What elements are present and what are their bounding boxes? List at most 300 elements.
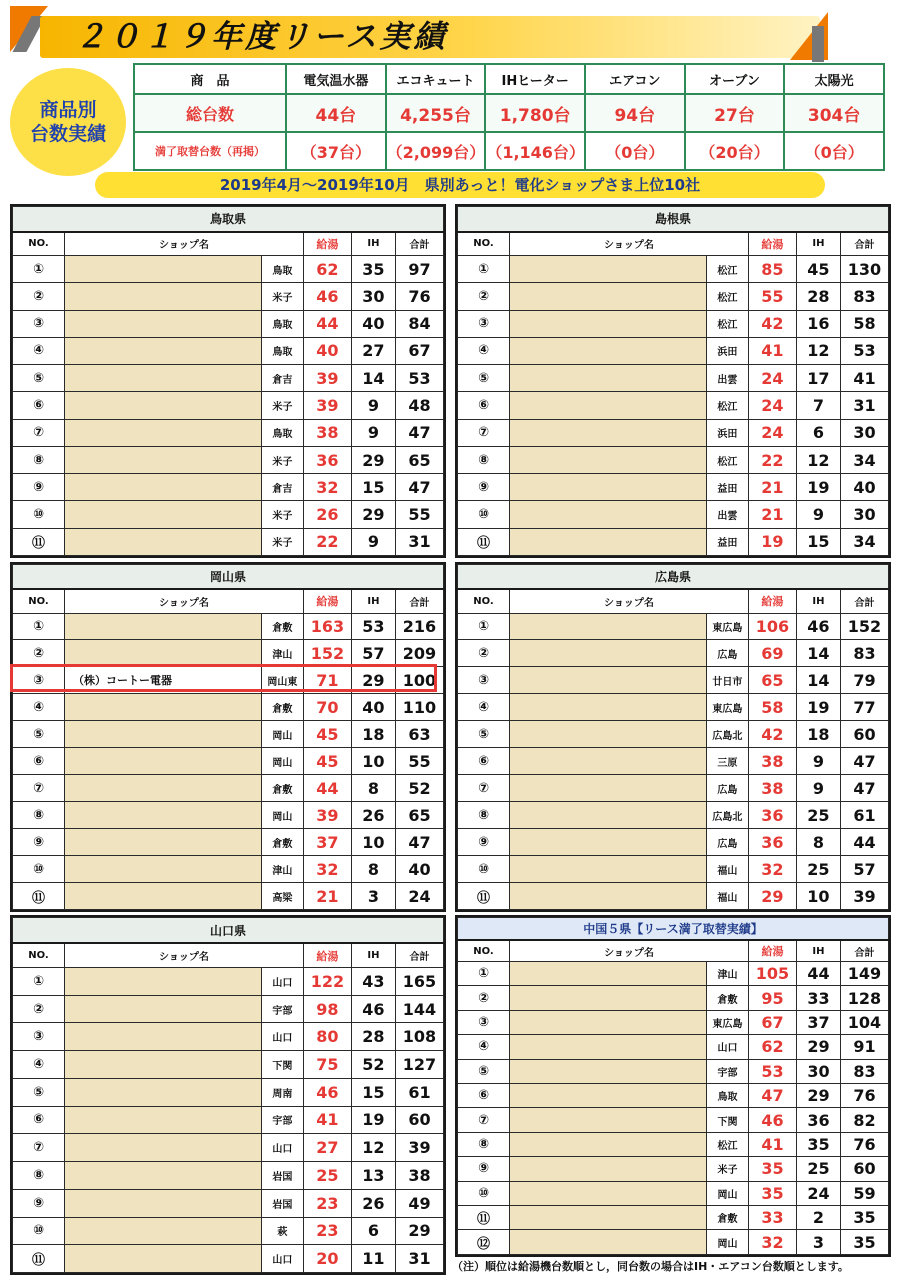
shop-area: 鳥取 xyxy=(261,256,303,283)
shop-name xyxy=(510,1181,707,1205)
rank-number: ① xyxy=(13,613,65,640)
total-count: 29 xyxy=(395,1217,443,1245)
product-name: IHヒーター xyxy=(485,64,585,94)
table-row xyxy=(458,1059,889,1083)
shop-name xyxy=(510,1157,707,1181)
table-row xyxy=(13,419,444,446)
table-row xyxy=(458,392,889,419)
kyuto-count: 46 xyxy=(303,1078,351,1106)
shop-name xyxy=(510,501,707,528)
kyuto-count: 40 xyxy=(303,337,351,364)
shop-area: 宇部 xyxy=(706,1059,748,1083)
shop-area: 鳥取 xyxy=(261,310,303,337)
total-count: 97 xyxy=(395,256,443,283)
shop-area: 松江 xyxy=(706,256,748,283)
column-header-ih: IH xyxy=(351,943,395,967)
rank-number: ⑩ xyxy=(13,1217,65,1245)
column-header-ih: IH xyxy=(796,589,840,613)
kyuto-count: 23 xyxy=(303,1217,351,1245)
rank-number: ⑫ xyxy=(458,1230,510,1255)
shop-area: 鳥取 xyxy=(261,337,303,364)
shop-name xyxy=(510,1206,707,1230)
kyuto-count: 22 xyxy=(303,528,351,555)
total-count: 31 xyxy=(395,1245,443,1273)
summary-replace-row xyxy=(134,132,884,170)
total-count: 34 xyxy=(840,528,888,555)
total-count: 47 xyxy=(395,419,443,446)
total-count: 34 xyxy=(840,446,888,473)
shop-name xyxy=(510,283,707,310)
shop-name xyxy=(65,1051,262,1079)
corner-decoration-stripe-right xyxy=(812,26,824,62)
table-row xyxy=(13,883,444,910)
shop-area: 福山 xyxy=(706,856,748,883)
shop-name xyxy=(510,1132,707,1156)
shop-area: 高梁 xyxy=(261,883,303,910)
product-total: 4,255台 xyxy=(386,94,486,132)
shop-name xyxy=(510,474,707,501)
kyuto-count: 20 xyxy=(303,1245,351,1273)
product-replace: （37台） xyxy=(286,132,386,170)
rank-number: ⑦ xyxy=(458,775,510,802)
shop-name xyxy=(510,256,707,283)
badge-line-1: 商品別 xyxy=(39,99,97,121)
table-row xyxy=(13,283,444,310)
shop-name xyxy=(510,310,707,337)
kyuto-count: 36 xyxy=(748,829,796,856)
ih-count: 57 xyxy=(351,640,395,667)
shop-area: 下関 xyxy=(261,1051,303,1079)
column-header-no: NO. xyxy=(13,589,65,613)
shop-area: 周南 xyxy=(261,1078,303,1106)
ih-count: 8 xyxy=(796,829,840,856)
ih-count: 37 xyxy=(796,1010,840,1034)
kyuto-count: 21 xyxy=(748,501,796,528)
shop-name xyxy=(65,694,262,721)
rank-number: ② xyxy=(458,640,510,667)
total-count: 40 xyxy=(395,856,443,883)
ih-count: 10 xyxy=(351,748,395,775)
total-count: 60 xyxy=(840,1157,888,1181)
shop-name xyxy=(510,961,707,985)
rank-number: ⑧ xyxy=(458,446,510,473)
kyuto-count: 41 xyxy=(303,1106,351,1134)
rank-number: ③ xyxy=(458,310,510,337)
table-row xyxy=(458,1206,889,1230)
rank-number: ① xyxy=(13,256,65,283)
shop-area: 津山 xyxy=(706,961,748,985)
column-header-ih: IH xyxy=(796,232,840,256)
shop-name xyxy=(65,1078,262,1106)
total-count: 31 xyxy=(395,528,443,555)
kyuto-count: 70 xyxy=(303,694,351,721)
rank-number: ④ xyxy=(13,1051,65,1079)
product-name: 電気温水器 xyxy=(286,64,386,94)
kyuto-count: 75 xyxy=(303,1051,351,1079)
column-header-row xyxy=(13,943,444,967)
ih-count: 18 xyxy=(351,721,395,748)
kyuto-count: 46 xyxy=(303,283,351,310)
rank-number: ③ xyxy=(458,1010,510,1034)
ranking-table xyxy=(12,206,444,556)
rank-number: ⑦ xyxy=(13,419,65,446)
ih-count: 17 xyxy=(796,365,840,392)
rank-number: ⑩ xyxy=(458,1181,510,1205)
total-count: 30 xyxy=(840,419,888,446)
shop-name xyxy=(510,986,707,1010)
shop-name xyxy=(510,640,707,667)
total-count: 76 xyxy=(840,1132,888,1156)
ih-count: 11 xyxy=(351,1245,395,1273)
total-count: 79 xyxy=(840,667,888,694)
column-header-shop: ショップ名 xyxy=(510,589,749,613)
shop-area: 山口 xyxy=(706,1035,748,1059)
kyuto-count: 47 xyxy=(748,1083,796,1107)
shop-name xyxy=(510,446,707,473)
rank-number: ④ xyxy=(458,694,510,721)
shop-area: 三原 xyxy=(706,748,748,775)
ih-count: 33 xyxy=(796,986,840,1010)
shop-area: 岡山 xyxy=(706,1181,748,1205)
panel-title-row xyxy=(458,918,889,941)
shop-area: 浜田 xyxy=(706,419,748,446)
shop-name xyxy=(65,883,262,910)
ih-count: 29 xyxy=(351,501,395,528)
table-row xyxy=(13,613,444,640)
shop-area: 倉吉 xyxy=(261,474,303,501)
shop-area: 米子 xyxy=(706,1157,748,1181)
total-count: 41 xyxy=(840,365,888,392)
total-count: 149 xyxy=(840,961,888,985)
kyuto-count: 39 xyxy=(303,365,351,392)
panel-title-row xyxy=(458,207,889,232)
kyuto-count: 98 xyxy=(303,995,351,1023)
column-header-ih: IH xyxy=(351,232,395,256)
rank-number: ⑧ xyxy=(458,802,510,829)
shop-name xyxy=(510,392,707,419)
table-row xyxy=(13,365,444,392)
rank-number: ⑥ xyxy=(13,1106,65,1134)
table-row xyxy=(458,856,889,883)
table-row xyxy=(458,694,889,721)
table-row xyxy=(13,1078,444,1106)
rank-number: ⑧ xyxy=(13,802,65,829)
rank-number: ④ xyxy=(13,337,65,364)
shop-name xyxy=(510,1108,707,1132)
table-row xyxy=(458,310,889,337)
column-header-total: 合計 xyxy=(395,232,443,256)
rank-number: ⑩ xyxy=(458,856,510,883)
total-count: 65 xyxy=(395,446,443,473)
table-row xyxy=(458,419,889,446)
kyuto-count: 80 xyxy=(303,1023,351,1051)
ih-count: 24 xyxy=(796,1181,840,1205)
shop-name xyxy=(510,1059,707,1083)
summary-total-row xyxy=(134,94,884,132)
column-header-shop: ショップ名 xyxy=(65,943,304,967)
table-row xyxy=(458,1010,889,1034)
panel-title-row xyxy=(13,918,444,944)
shop-name xyxy=(65,337,262,364)
total-count: 65 xyxy=(395,802,443,829)
rank-number: ② xyxy=(458,283,510,310)
kyuto-count: 25 xyxy=(303,1162,351,1190)
kyuto-count: 41 xyxy=(748,1132,796,1156)
table-row xyxy=(13,1023,444,1051)
total-count: 48 xyxy=(395,392,443,419)
ih-count: 44 xyxy=(796,961,840,985)
shop-area: 松江 xyxy=(706,446,748,473)
rank-number: ⑩ xyxy=(13,856,65,883)
product-replace: （1,146台） xyxy=(485,132,585,170)
kyuto-count: 26 xyxy=(303,501,351,528)
table-row xyxy=(13,694,444,721)
ih-count: 12 xyxy=(351,1134,395,1162)
table-row xyxy=(458,613,889,640)
panel-tottori xyxy=(10,204,446,558)
period-banner: 2019年4月～2019年10月 県別あっと！電化ショップさま上位10社 xyxy=(95,172,825,198)
table-row xyxy=(458,474,889,501)
shop-name xyxy=(65,310,262,337)
rank-number: ⑦ xyxy=(13,1134,65,1162)
ih-count: 28 xyxy=(796,283,840,310)
shop-area: 米子 xyxy=(261,446,303,473)
kyuto-count: 67 xyxy=(748,1010,796,1034)
kyuto-count: 36 xyxy=(303,446,351,473)
shop-name xyxy=(510,775,707,802)
shop-area: 山口 xyxy=(261,967,303,995)
panel-shimane xyxy=(455,204,891,558)
total-count: 83 xyxy=(840,1059,888,1083)
rank-number: ⑦ xyxy=(458,419,510,446)
shop-name xyxy=(510,1083,707,1107)
table-row xyxy=(458,986,889,1010)
shop-name xyxy=(510,1010,707,1034)
column-header-row xyxy=(458,232,889,256)
shop-name xyxy=(65,283,262,310)
column-header-total: 合計 xyxy=(840,940,888,961)
ih-count: 9 xyxy=(796,501,840,528)
summary-label-total: 総台数 xyxy=(134,94,286,132)
ih-count: 9 xyxy=(351,528,395,555)
total-count: 44 xyxy=(840,829,888,856)
shop-area: 米子 xyxy=(261,528,303,555)
ih-count: 3 xyxy=(351,883,395,910)
rank-number: ⑦ xyxy=(458,1108,510,1132)
shop-area: 米子 xyxy=(261,501,303,528)
table-row xyxy=(13,501,444,528)
total-count: 47 xyxy=(840,775,888,802)
rank-number: ④ xyxy=(458,337,510,364)
ih-count: 40 xyxy=(351,310,395,337)
panel-title: 広島県 xyxy=(458,565,889,590)
rank-number: ① xyxy=(458,256,510,283)
total-count: 84 xyxy=(395,310,443,337)
summary-header-row xyxy=(134,64,884,94)
rank-number: ⑨ xyxy=(13,829,65,856)
column-header-kyuto: 給湯 xyxy=(303,589,351,613)
ih-count: 2 xyxy=(796,1206,840,1230)
shop-name xyxy=(510,721,707,748)
ih-count: 10 xyxy=(796,883,840,910)
rank-number: ⑩ xyxy=(458,501,510,528)
table-row xyxy=(458,721,889,748)
kyuto-count: 38 xyxy=(748,748,796,775)
kyuto-count: 106 xyxy=(748,613,796,640)
table-row xyxy=(458,501,889,528)
shop-area: 東広島 xyxy=(706,1010,748,1034)
shop-area: 益田 xyxy=(706,528,748,555)
column-header-total: 合計 xyxy=(840,589,888,613)
table-row xyxy=(458,829,889,856)
column-header-kyuto: 給湯 xyxy=(748,232,796,256)
shop-name xyxy=(510,829,707,856)
ih-count: 3 xyxy=(796,1230,840,1255)
total-count: 104 xyxy=(840,1010,888,1034)
total-count: 47 xyxy=(395,474,443,501)
ih-count: 19 xyxy=(351,1106,395,1134)
total-count: 58 xyxy=(840,310,888,337)
shop-area: 下関 xyxy=(706,1108,748,1132)
shop-area: 米子 xyxy=(261,392,303,419)
shop-area: 浜田 xyxy=(706,337,748,364)
ih-count: 18 xyxy=(796,721,840,748)
panel-title: 岡山県 xyxy=(13,565,444,590)
shop-area: 山口 xyxy=(261,1134,303,1162)
product-name: エアコン xyxy=(585,64,685,94)
kyuto-count: 23 xyxy=(303,1189,351,1217)
table-row xyxy=(458,1157,889,1181)
rank-number: ⑧ xyxy=(13,446,65,473)
shop-name xyxy=(65,802,262,829)
ranking-table xyxy=(457,564,889,910)
kyuto-count: 33 xyxy=(748,1206,796,1230)
ih-count: 40 xyxy=(351,694,395,721)
shop-name xyxy=(510,748,707,775)
total-count: 128 xyxy=(840,986,888,1010)
table-row xyxy=(458,775,889,802)
kyuto-count: 36 xyxy=(748,802,796,829)
ih-count: 14 xyxy=(351,365,395,392)
total-count: 59 xyxy=(840,1181,888,1205)
kyuto-count: 152 xyxy=(303,640,351,667)
rank-number: ③ xyxy=(13,1023,65,1051)
total-count: 39 xyxy=(840,883,888,910)
table-row xyxy=(13,1051,444,1079)
shop-area: 広島 xyxy=(706,775,748,802)
shop-name xyxy=(65,967,262,995)
rank-number: ⑪ xyxy=(458,528,510,555)
kyuto-count: 32 xyxy=(303,474,351,501)
shop-name xyxy=(65,528,262,555)
rank-number: ⑧ xyxy=(458,1132,510,1156)
table-row xyxy=(13,640,444,667)
rank-number: ③ xyxy=(13,310,65,337)
total-count: 47 xyxy=(840,748,888,775)
total-count: 61 xyxy=(395,1078,443,1106)
ih-count: 35 xyxy=(796,1132,840,1156)
rank-number: ① xyxy=(458,613,510,640)
shop-name xyxy=(510,528,707,555)
table-row xyxy=(458,961,889,985)
total-count: 24 xyxy=(395,883,443,910)
shop-area: 宇部 xyxy=(261,995,303,1023)
total-count: 57 xyxy=(840,856,888,883)
rank-number: ⑪ xyxy=(458,883,510,910)
shop-name xyxy=(65,1134,262,1162)
shop-name xyxy=(65,1106,262,1134)
column-header-kyuto: 給湯 xyxy=(748,940,796,961)
ih-count: 27 xyxy=(351,337,395,364)
table-row xyxy=(13,446,444,473)
shop-area: 山口 xyxy=(261,1245,303,1273)
shop-name xyxy=(65,1162,262,1190)
rank-number: ⑤ xyxy=(458,1059,510,1083)
ih-count: 7 xyxy=(796,392,840,419)
ranking-table xyxy=(12,564,444,910)
kyuto-count: 19 xyxy=(748,528,796,555)
panel-title: 中国５県【リース満了取替実績】 xyxy=(458,918,889,941)
kyuto-count: 38 xyxy=(748,775,796,802)
shop-name xyxy=(510,1230,707,1255)
shop-name xyxy=(65,392,262,419)
total-count: 49 xyxy=(395,1189,443,1217)
rank-number: ⑪ xyxy=(458,1206,510,1230)
shop-area: 倉敷 xyxy=(261,694,303,721)
kyuto-count: 37 xyxy=(303,829,351,856)
shop-area: 岡山 xyxy=(706,1230,748,1255)
total-count: 55 xyxy=(395,501,443,528)
total-count: 152 xyxy=(840,613,888,640)
total-count: 67 xyxy=(395,337,443,364)
table-row xyxy=(13,775,444,802)
total-count: 55 xyxy=(395,748,443,775)
kyuto-count: 21 xyxy=(303,883,351,910)
kyuto-count: 39 xyxy=(303,802,351,829)
ih-count: 29 xyxy=(796,1083,840,1107)
ih-count: 14 xyxy=(796,667,840,694)
table-row xyxy=(13,256,444,283)
product-total: 1,780台 xyxy=(485,94,585,132)
ih-count: 36 xyxy=(796,1108,840,1132)
ih-count: 13 xyxy=(351,1162,395,1190)
ranking-table xyxy=(457,206,889,556)
product-name: 太陽光 xyxy=(784,64,884,94)
ih-count: 26 xyxy=(351,1189,395,1217)
column-header-kyuto: 給湯 xyxy=(748,589,796,613)
column-header-no: NO. xyxy=(13,943,65,967)
ih-count: 6 xyxy=(796,419,840,446)
kyuto-count: 27 xyxy=(303,1134,351,1162)
ih-count: 9 xyxy=(796,748,840,775)
panel-title: 島根県 xyxy=(458,207,889,232)
ih-count: 29 xyxy=(351,446,395,473)
kyuto-count: 32 xyxy=(748,856,796,883)
rank-number: ⑨ xyxy=(458,1157,510,1181)
rank-number: ① xyxy=(13,967,65,995)
total-count: 39 xyxy=(395,1134,443,1162)
panel-title-row xyxy=(13,565,444,590)
shop-area: 岩国 xyxy=(261,1189,303,1217)
product-total: 44台 xyxy=(286,94,386,132)
shop-area: 出雲 xyxy=(706,365,748,392)
ih-count: 29 xyxy=(796,1035,840,1059)
table-row xyxy=(458,1181,889,1205)
kyuto-count: 42 xyxy=(748,310,796,337)
shop-area: 倉敷 xyxy=(706,986,748,1010)
column-header-shop: ショップ名 xyxy=(65,589,304,613)
column-header-no: NO. xyxy=(458,589,510,613)
